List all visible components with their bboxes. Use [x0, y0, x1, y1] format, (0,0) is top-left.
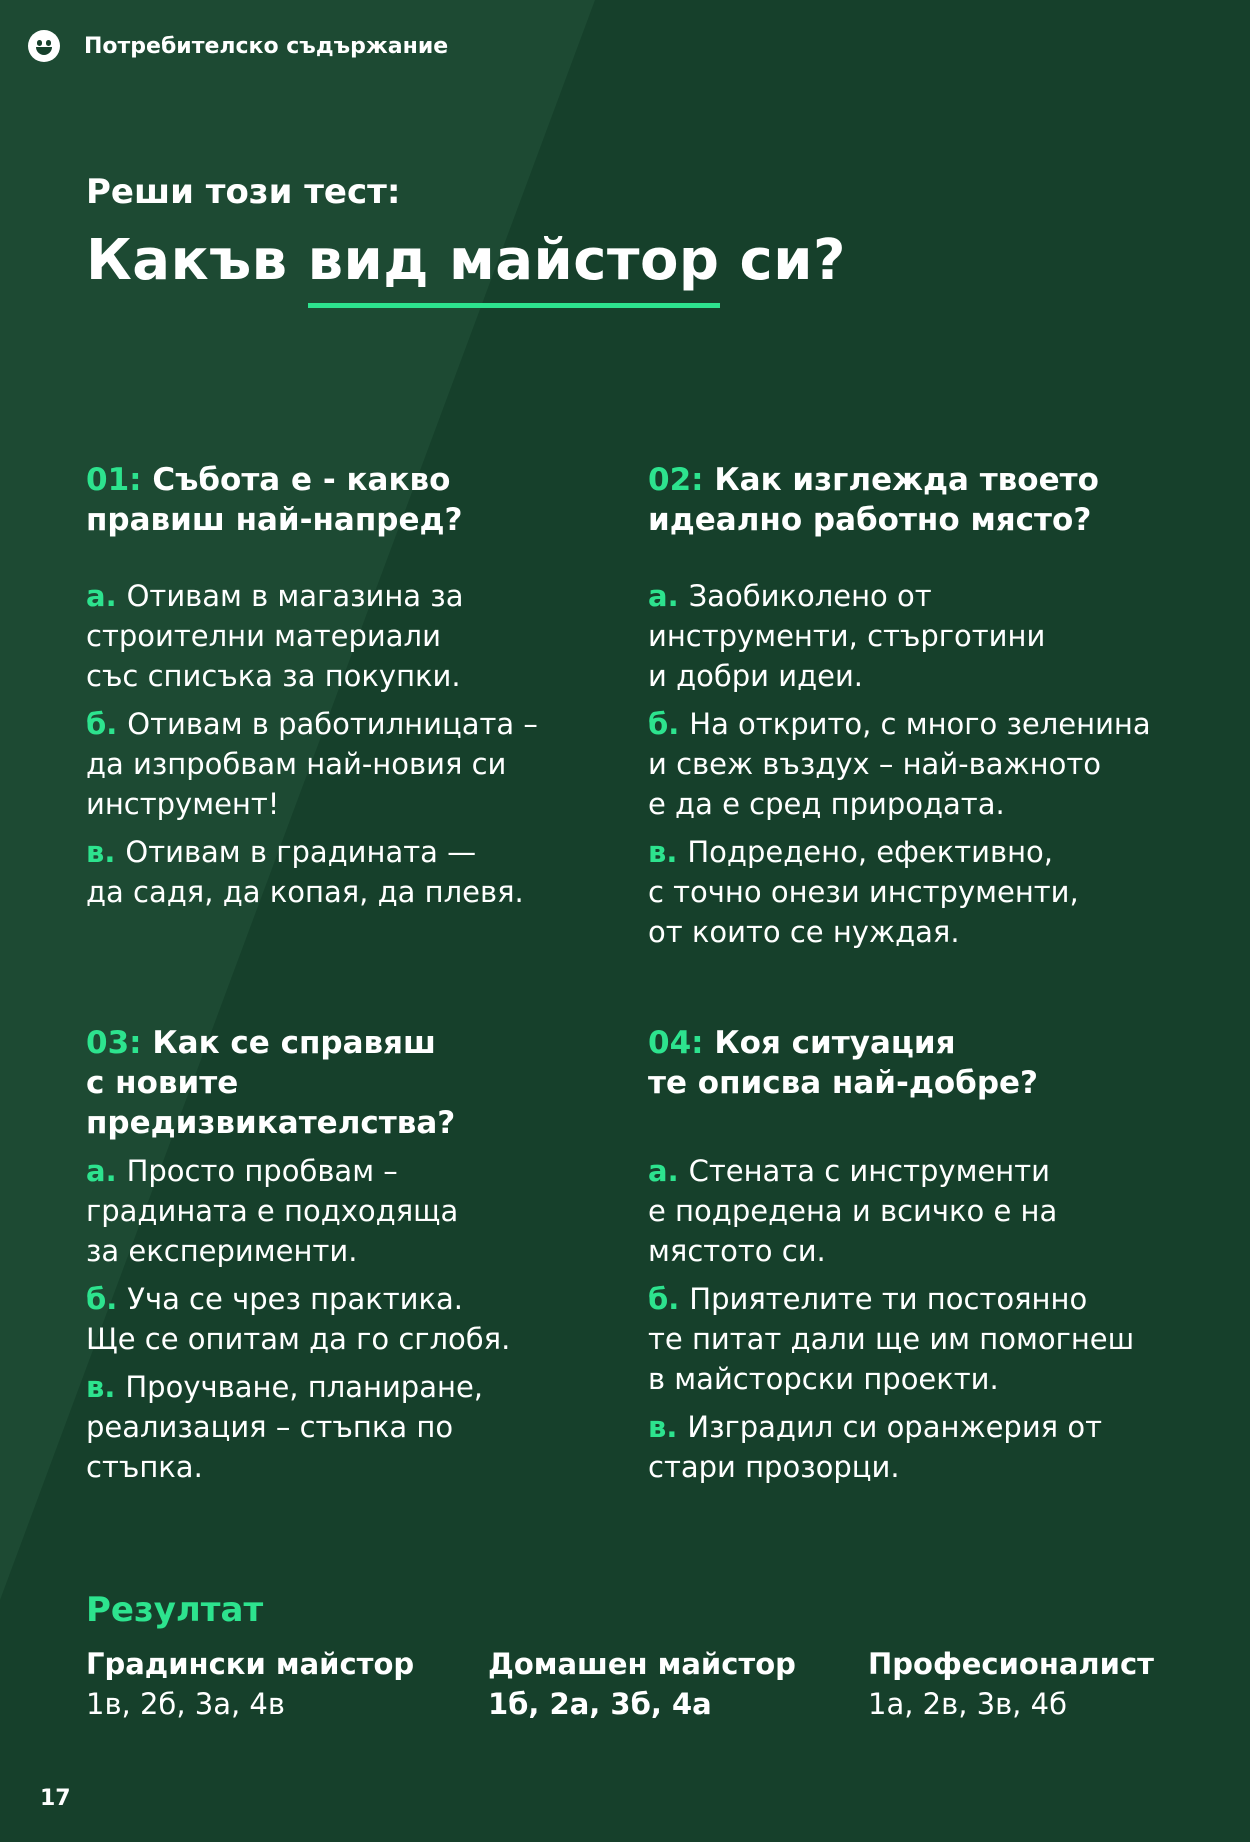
- option-text: На открито, с много зеленина и свеж въздух – най-важното е да е сред природата.: [648, 707, 1151, 821]
- header-label: Потребителско съдържание: [84, 33, 449, 59]
- option-letter: а.: [648, 1154, 679, 1188]
- question-1: [86, 460, 606, 920]
- answer-option-a: [648, 1151, 1208, 1271]
- answer-option-v: [86, 1367, 606, 1487]
- smiley-face-icon: [28, 30, 60, 62]
- option-text: Уча се чрез практика. Ще се опитам да го сглобя.: [86, 1282, 511, 1356]
- option-letter: а.: [86, 1154, 117, 1188]
- option-letter: а.: [86, 579, 117, 613]
- option-text: Стената с инструменти е подредена и всичко е на мястото си.: [648, 1154, 1058, 1268]
- result-home-master: [488, 1644, 796, 1724]
- option-letter: в.: [648, 1410, 678, 1444]
- question-text: Как изглежда твоето идеално работно място?: [648, 462, 1099, 538]
- answer-option-b: [648, 1279, 1208, 1399]
- option-text: Отивам в градината — да садя, да копая, да плевя.: [86, 835, 524, 909]
- answer-option-a: [648, 576, 1208, 696]
- answer-option-v: [86, 832, 606, 912]
- option-letter: б.: [86, 707, 118, 741]
- result-name: Градински майстор: [86, 1647, 415, 1681]
- answer-option-b: [86, 1279, 606, 1359]
- option-text: Просто пробвам – градината е подходяща за експерименти.: [86, 1154, 459, 1268]
- option-letter: а.: [648, 579, 679, 613]
- title-after: си?: [719, 228, 846, 293]
- question-number: 03:: [86, 1025, 142, 1061]
- answer-option-b: [648, 704, 1208, 824]
- quiz-subtitle: Реши този тест:: [86, 172, 401, 212]
- question-text: Как се справяш с новите предизвикателства?: [86, 1025, 456, 1141]
- question-2: [648, 460, 1208, 960]
- option-letter: б.: [86, 1282, 118, 1316]
- result-name: Домашен майстор: [488, 1647, 796, 1681]
- option-text: Отивам в работилницата – да изпробвам най-новия си инструмент!: [86, 707, 538, 821]
- option-text: Приятелите ти постоянно те питат дали ще им помогнеш в майсторски проекти.: [648, 1282, 1135, 1396]
- option-text: Проучване, планиране, реализация – стъпка по стъпка.: [86, 1370, 484, 1484]
- answer-option-a: [86, 1151, 606, 1271]
- option-letter: в.: [86, 835, 116, 869]
- answer-option-v: [648, 832, 1208, 952]
- result-professional: [868, 1644, 1154, 1724]
- option-letter: в.: [86, 1370, 116, 1404]
- page-number: 17: [40, 1786, 71, 1811]
- question-title: [648, 460, 1208, 540]
- option-text: Подредено, ефективно, с точно онези инструменти, от които се нуждая.: [648, 835, 1079, 949]
- option-text: Изградил си оранжерия от стари прозорци.: [648, 1410, 1102, 1484]
- question-title: [86, 1023, 606, 1143]
- title-before: Какъв: [86, 228, 308, 293]
- option-letter: в.: [648, 835, 678, 869]
- question-number: 01:: [86, 462, 142, 498]
- question-text: Коя ситуация те описва най-добре?: [648, 1025, 1039, 1101]
- answer-option-v: [648, 1407, 1208, 1487]
- option-letter: б.: [648, 707, 680, 741]
- question-4: [648, 1023, 1208, 1495]
- question-number: 02:: [648, 462, 704, 498]
- result-name: Професионалист: [868, 1647, 1154, 1681]
- option-text: Заобиколено от инструменти, стърготини и добри идеи.: [648, 579, 1046, 693]
- title-underlined: вид майстор: [308, 228, 720, 308]
- result-codes: 1в, 2б, 3а, 4в: [86, 1687, 285, 1721]
- question-title: [86, 460, 606, 540]
- question-number: 04:: [648, 1025, 704, 1061]
- result-gardener: [86, 1644, 414, 1724]
- answer-option-a: [86, 576, 606, 696]
- header: [28, 30, 448, 62]
- results-heading: Резултат: [86, 1590, 264, 1630]
- option-text: Отивам в магазина за строителни материали със списъка за покупки.: [86, 579, 464, 693]
- answer-option-b: [86, 704, 606, 824]
- result-codes: 1б, 2а, 3б, 4а: [488, 1687, 712, 1721]
- result-codes: 1а, 2в, 3в, 4б: [868, 1687, 1067, 1721]
- question-3: [86, 1023, 606, 1495]
- question-title: [648, 1023, 1208, 1103]
- option-letter: б.: [648, 1282, 680, 1316]
- question-text: Събота е - какво правиш най-напред?: [86, 462, 463, 538]
- quiz-title: [86, 228, 846, 308]
